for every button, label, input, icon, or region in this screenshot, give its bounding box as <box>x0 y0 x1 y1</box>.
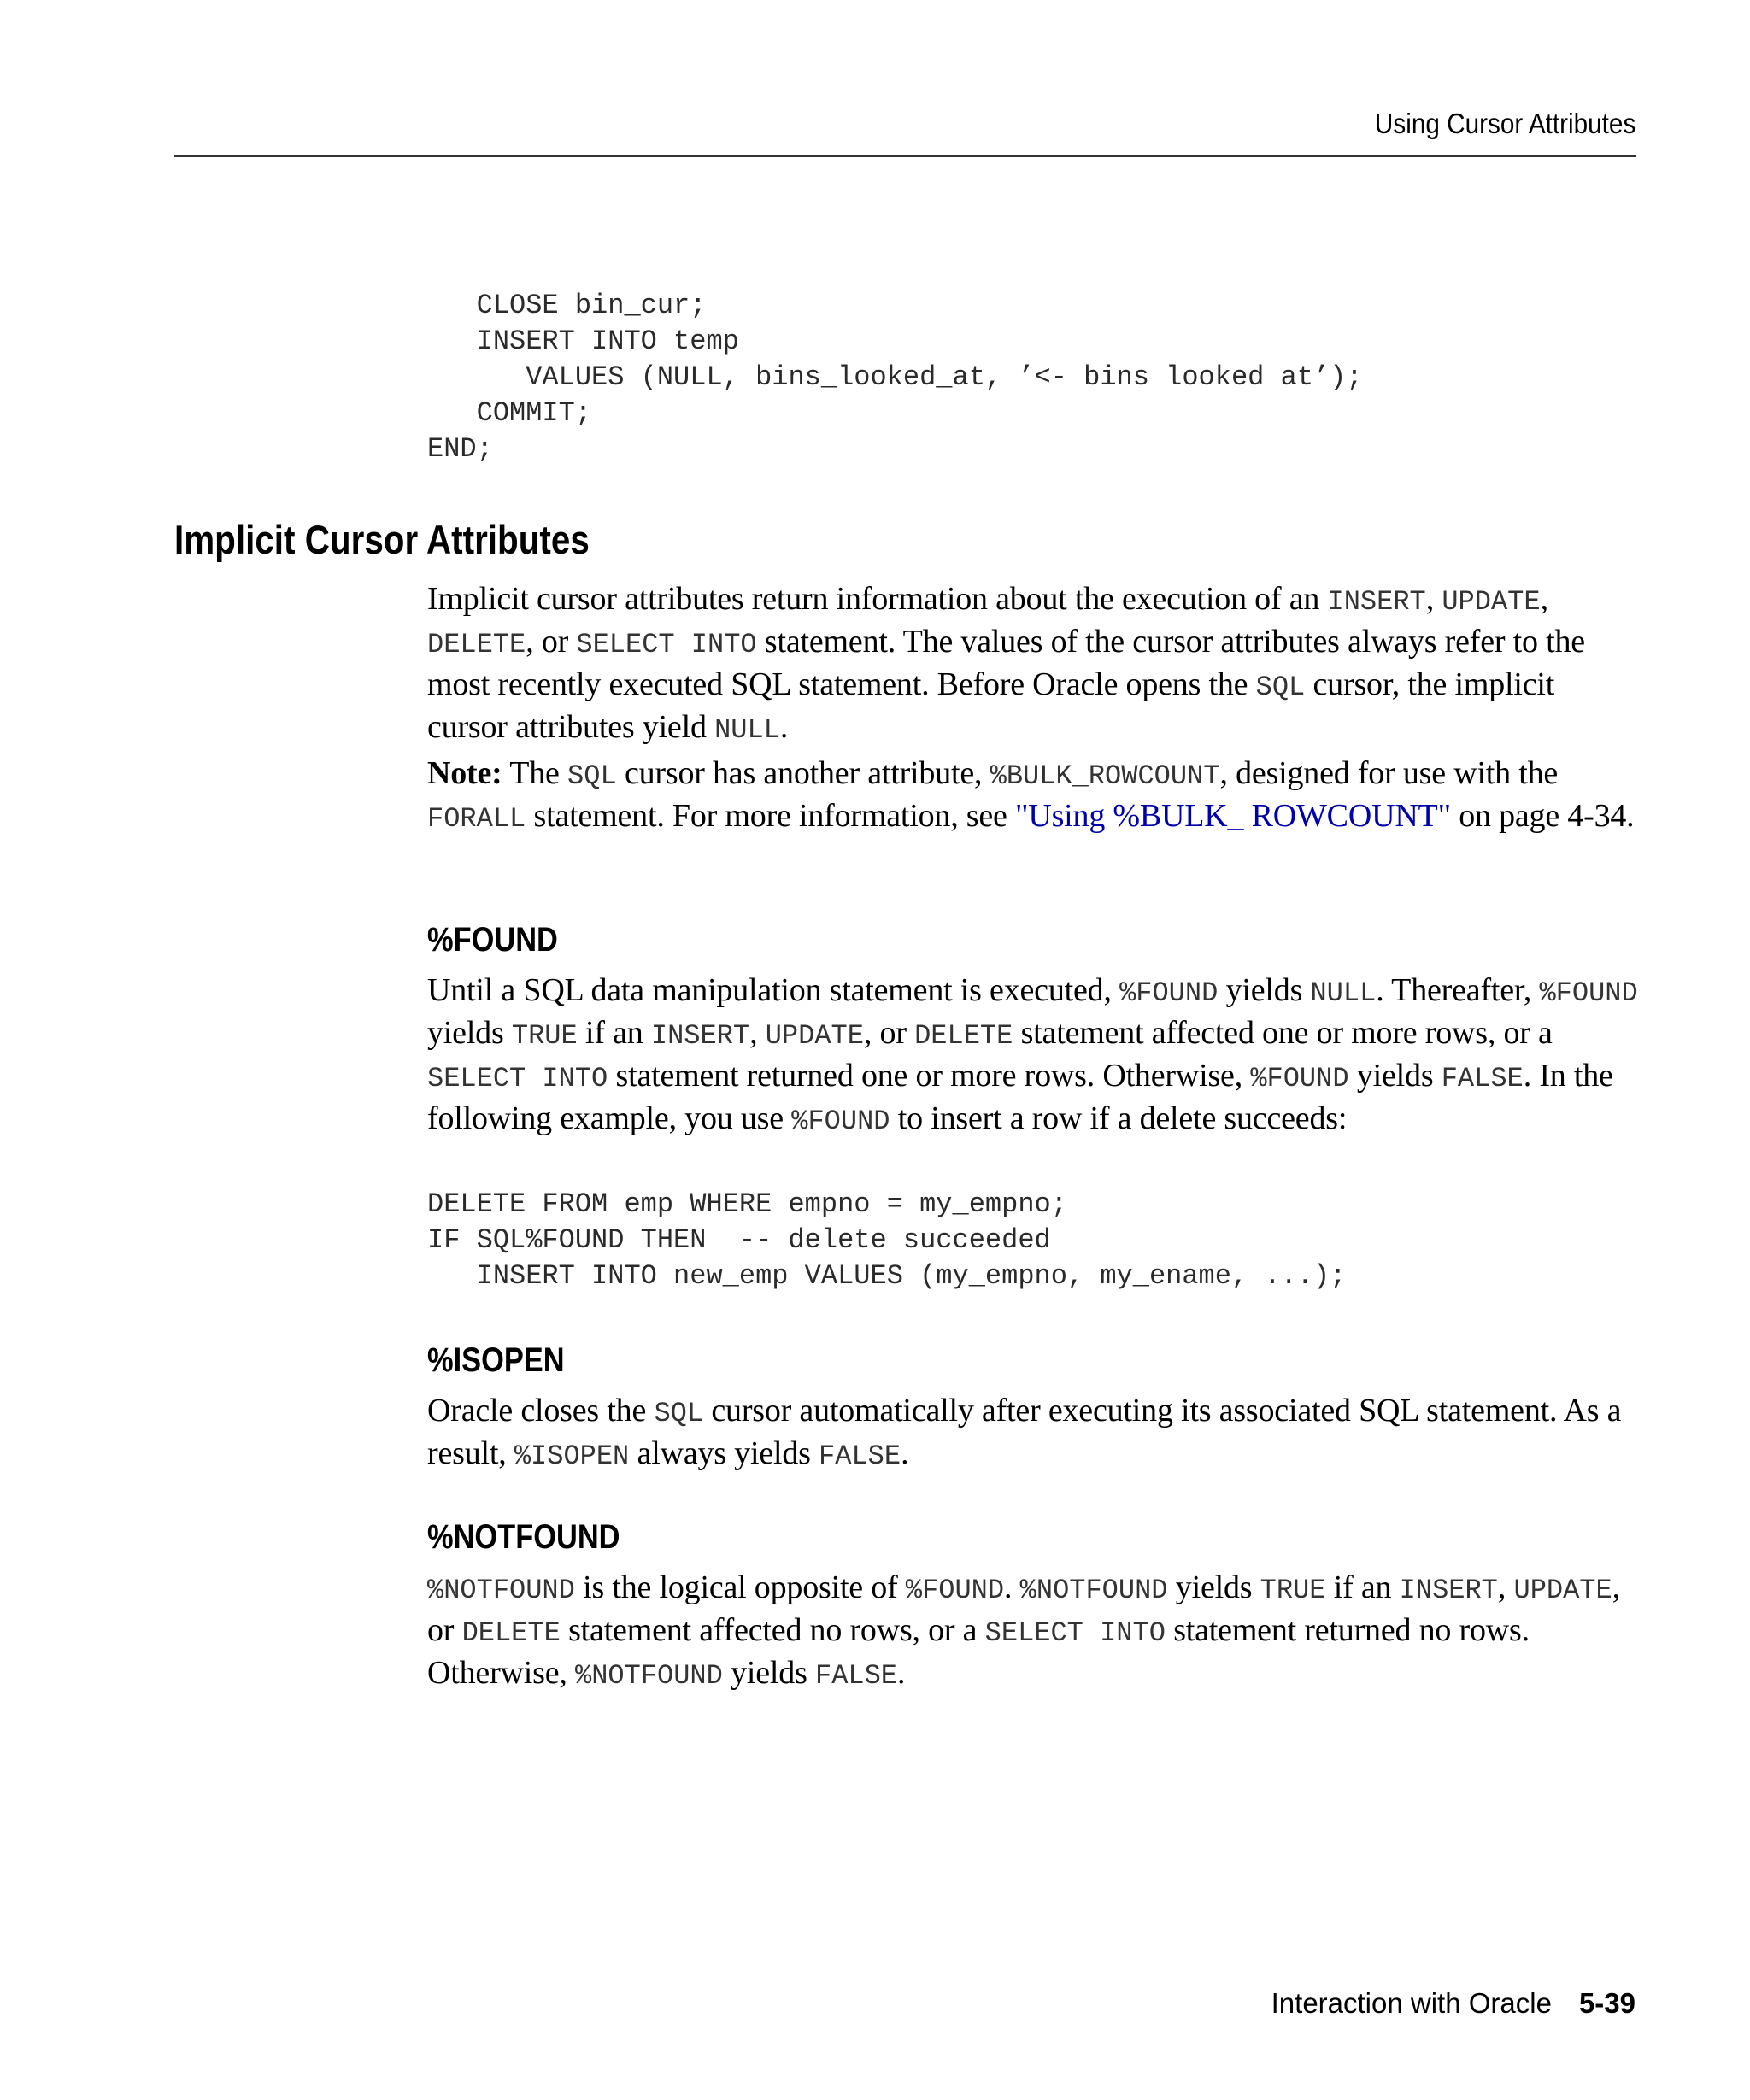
footer-chapter: Interaction with Oracle <box>1271 1987 1552 2019</box>
found-heading: %FOUND <box>427 921 558 959</box>
code-example-found: DELETE FROM emp WHERE empno = my_empno; IF SQL%FOUND THEN -- delete succeeded INSERT INTO new_emp VALUES (my_empno, my_ename, ...); <box>427 1188 1347 1292</box>
note-label: Note: <box>427 755 502 791</box>
bulk-rowcount-link[interactable]: "Using %BULK_ ROWCOUNT" <box>1015 798 1451 834</box>
header-rule <box>174 155 1636 157</box>
notfound-heading: %NOTFOUND <box>427 1518 620 1556</box>
notfound-paragraph: %NOTFOUND is the logical opposite of %FOUND. %NOTFOUND yields TRUE if an INSERT, UPDATE, or DELETE statement affected no rows, or a SELECT INTO statement returned no rows. Otherwise, %NOTFOUND yields FALSE. <box>427 1569 1621 1692</box>
page-footer <box>1271 1987 1635 2020</box>
found-paragraph: Until a SQL data manipulation statement is executed, %FOUND yields NULL. Thereafter, %FOUND yields TRUE if an INSERT, UPDATE, or DELETE statement affected one or more rows, or a SELECT INTO statement returned one or more rows. Otherwise, %FOUND yields FALSE. In the following example, you use %FOUND to insert a row if a delete succeeds: <box>427 972 1638 1137</box>
page-number: 5-39 <box>1578 1987 1635 2019</box>
isopen-heading: %ISOPEN <box>427 1341 565 1379</box>
intro-paragraph: Implicit cursor attributes return information about the execution of an INSERT, UPDATE, DELETE, or SELECT INTO statement. The values of the cursor attributes always refer to the most recently executed SQL statement. Before Oracle opens the SQL cursor, the implicit cursor attributes yield NULL. <box>427 581 1585 746</box>
note-paragraph: Note: The SQL cursor has another attribute, %BULK_ROWCOUNT, designed for use with the FORALL statement. For more information, see "Using %BULK_ ROWCOUNT" on page 4-34. <box>427 755 1635 835</box>
isopen-paragraph: Oracle closes the SQL cursor automatically after executing its associated SQL statement. As a result, %ISOPEN always yields FALSE. <box>427 1393 1622 1472</box>
running-header: Using Cursor Attributes <box>1374 108 1635 139</box>
code-example-close-cursor: CLOSE bin_cur; INSERT INTO temp VALUES (NULL, bins_looked_at, ’<- bins looked at’); COMMIT; END; <box>427 290 1363 465</box>
section-title: Implicit Cursor Attributes <box>174 517 590 562</box>
